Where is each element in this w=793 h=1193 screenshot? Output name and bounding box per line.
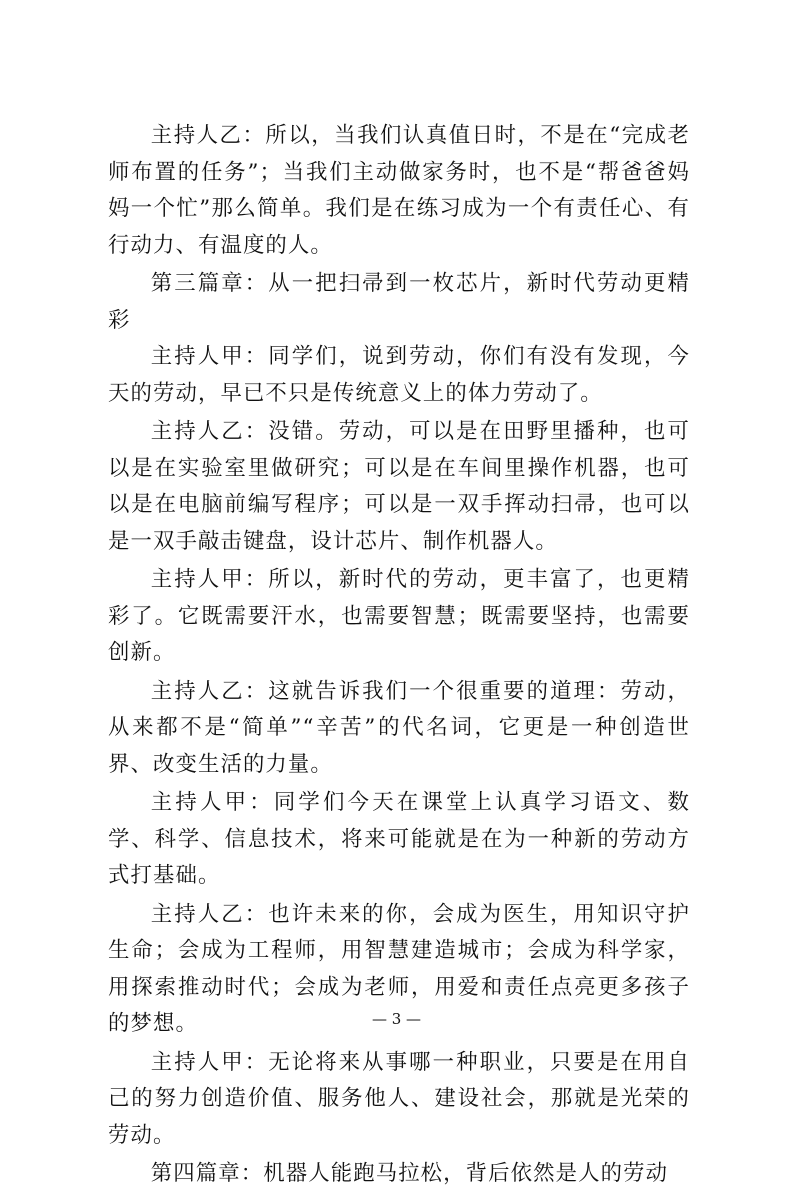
paragraph-host-b-forms-of-labor: 主持人乙：没错。劳动，可以是在田野里播种，也可以是在实验室里做研究；可以是在车间里操作机器，也可以是在电脑前编写程序；可以是一双手挥动扫帚，也可以是一双手敲击键盘，设计芯片、制作机器人。 [108, 419, 690, 554]
paragraph-host-a-modern-labor: 主持人甲：同学们，说到劳动，你们有没有发现，今天的劳动，早已不只是传统意义上的体力劳动了。 [108, 344, 690, 406]
section-heading-chapter-4: 第四篇章：机器人能跑马拉松，背后依然是人的劳动 [150, 1161, 669, 1186]
paragraph-host-a-glorious-labor: 主持人甲：无论将来从事哪一种职业，只要是在用自己的努力创造价值、服务他人、建设社会，那就是光荣的劳动。 [108, 1049, 690, 1148]
paragraph-host-b-responsibility: 主持人乙：所以，当我们认真值日时，不是在“完成老师布置的任务”；当我们主动做家务时，也不是“帮爸爸妈妈一个忙”那么简单。我们是在练习成为一个有责任心、有行动力、有温度的人。 [108, 123, 690, 258]
paragraph-host-a-new-era: 主持人甲：所以，新时代的劳动，更丰富了，也更精彩了。它既需要汗水，也需要智慧；既需要坚持，也需要创新。 [108, 567, 690, 665]
section-heading-chapter-3: 第三篇章：从一把扫帚到一枚芯片，新时代劳动更精彩 [108, 271, 690, 333]
paragraph-host-a-study: 主持人甲：同学们今天在课堂上认真学习语文、数学、科学、信息技术，将来可能就是在为一种新的劳动方式打基础。 [108, 790, 690, 888]
page-number: — 3 — [371, 1010, 422, 1028]
paragraph-host-b-future-careers: 主持人乙：也许未来的你，会成为医生，用知识守护生命；会成为工程师，用智慧建造城市；会成为科学家，用探索推动时代；会成为老师，用爱和责任点亮更多孩子的梦想。 [108, 901, 690, 1036]
paragraph-host-b-power-of-labor: 主持人乙：这就告诉我们一个很重要的道理：劳动，从来都不是“简单”“辛苦”的代名词，它更是一种创造世界、改变生活的力量。 [108, 678, 690, 777]
document-body [108, 118, 690, 1193]
